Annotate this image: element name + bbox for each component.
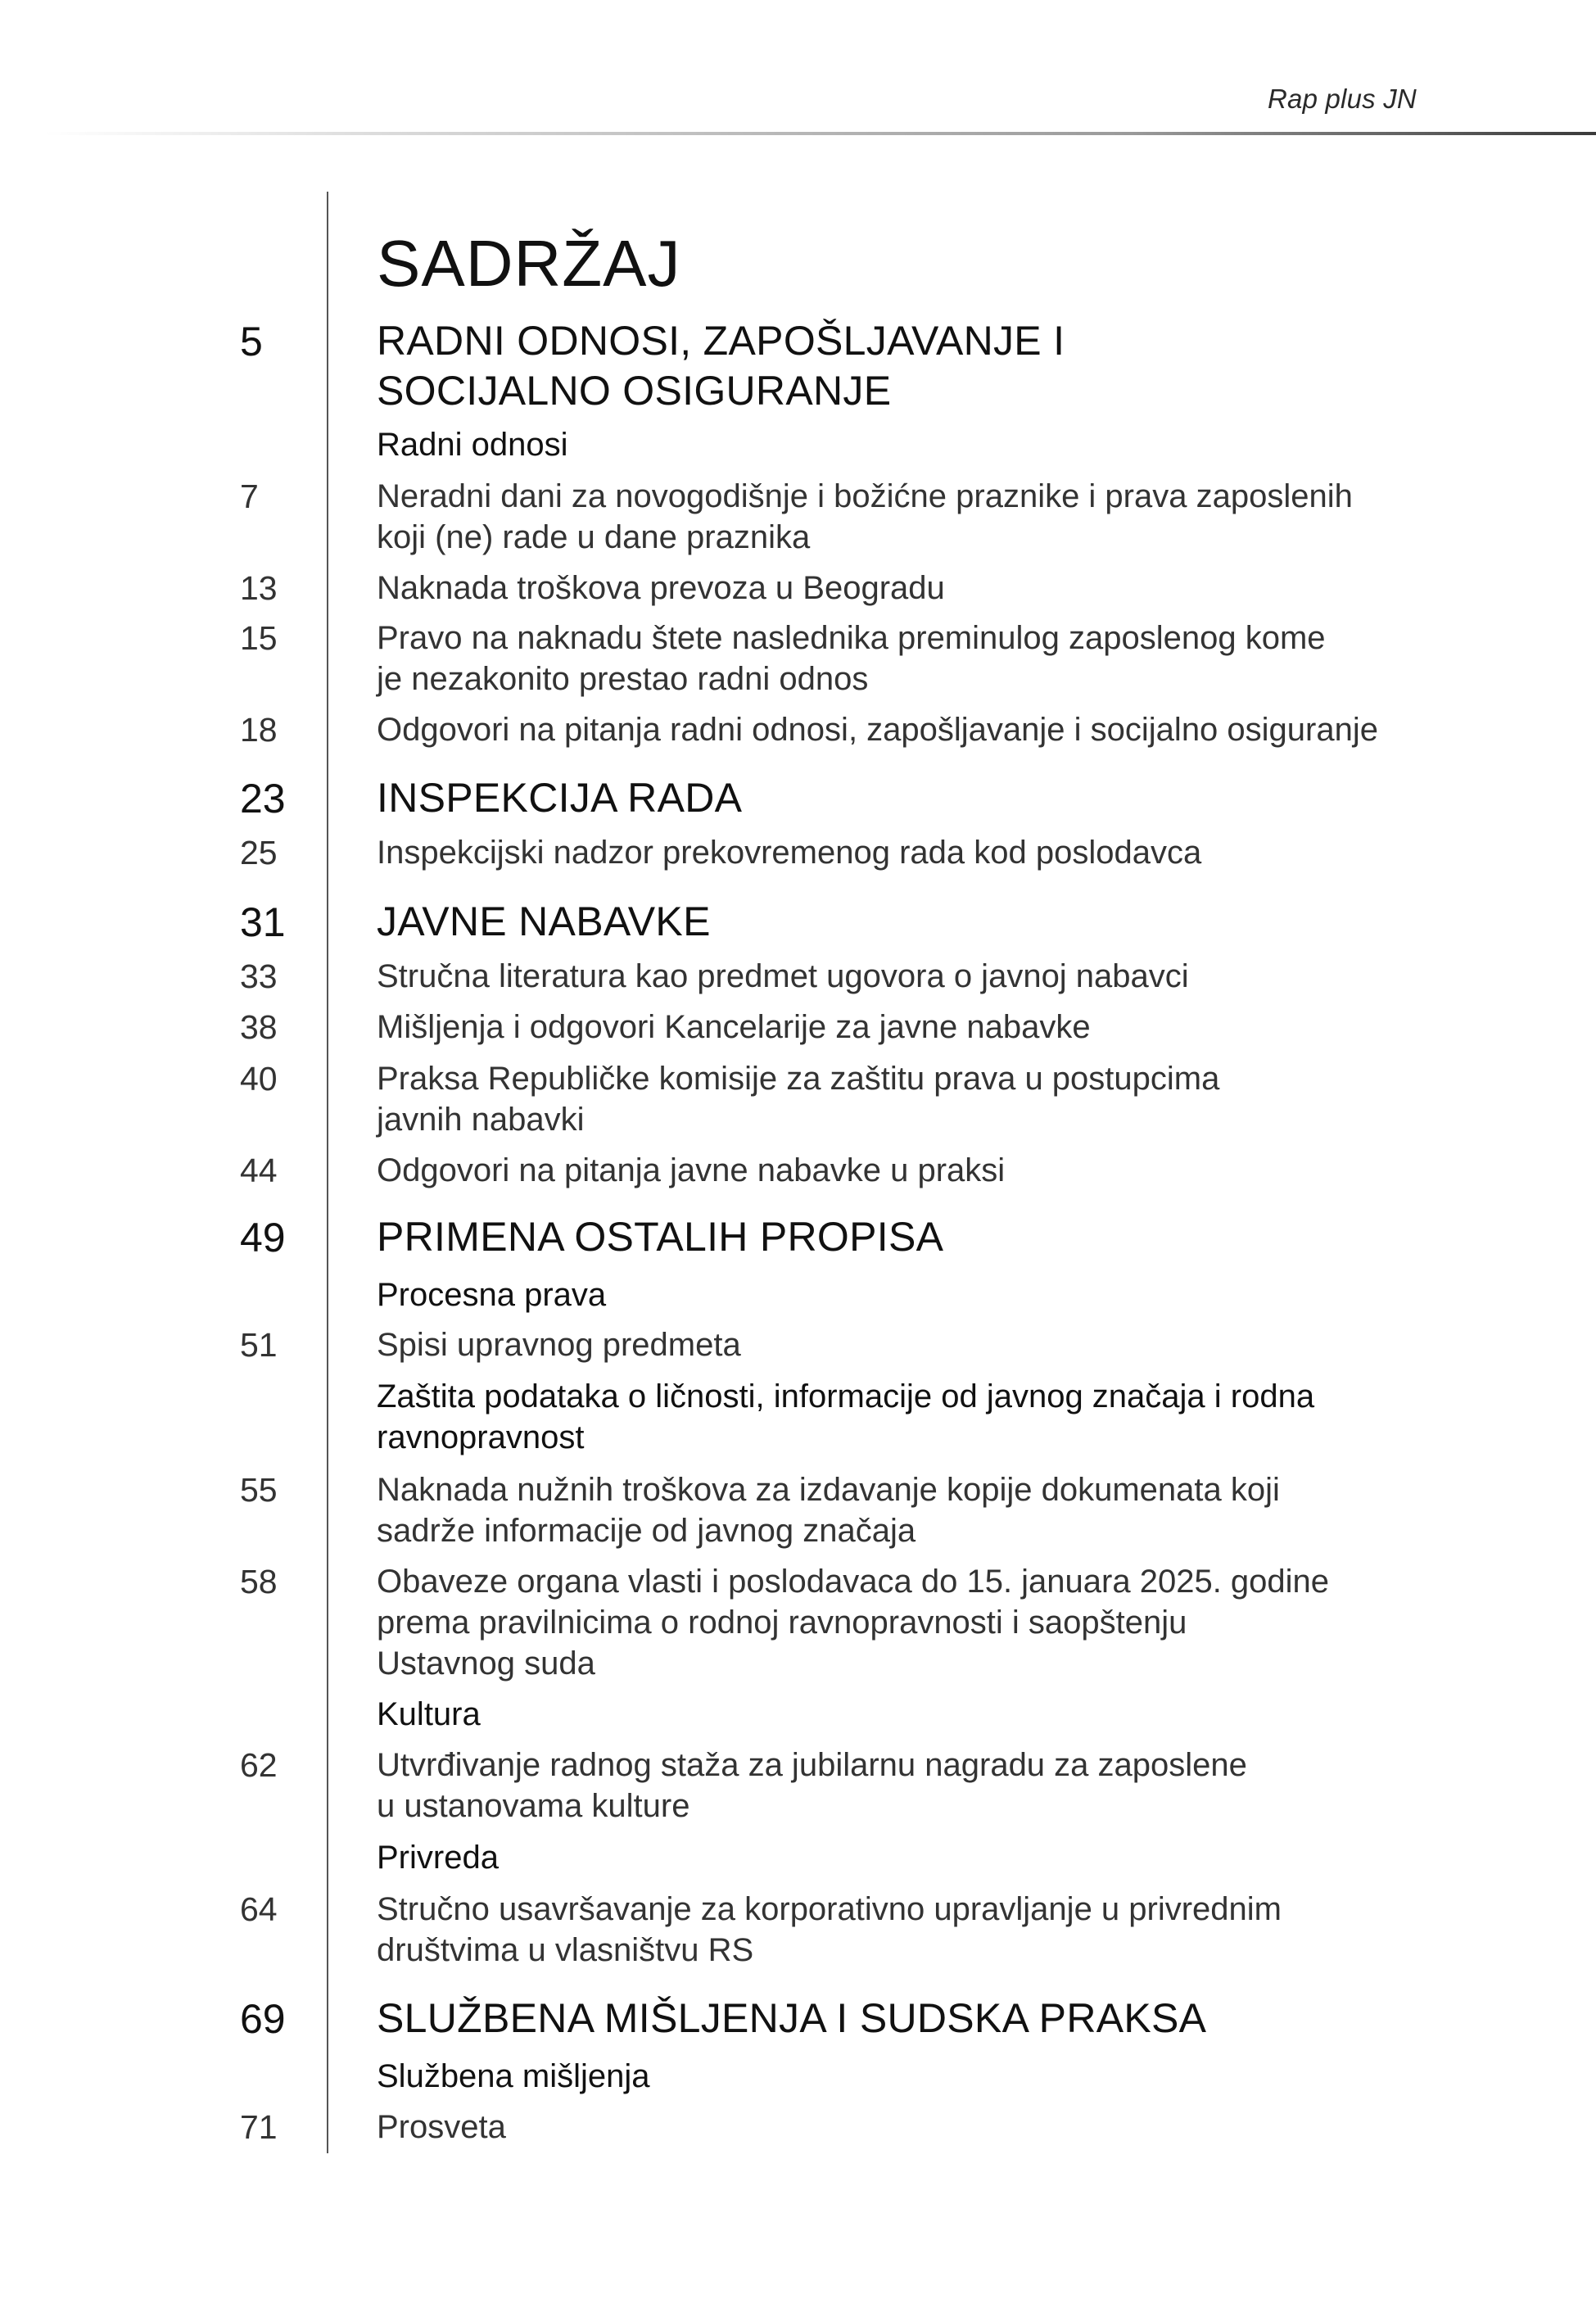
header-rule <box>45 132 1596 135</box>
title-line: sadrže informacije od javnog značaja <box>377 1513 916 1549</box>
page-number: 40 <box>240 1060 278 1098</box>
title-line: Stručno usavršavanje za korporativno upravljanje u privrednim <box>377 1891 1282 1927</box>
page-number: 38 <box>240 1008 278 1046</box>
page-title: SADRŽAJ <box>377 226 681 300</box>
title-line: Stručna literatura kao predmet ugovora o javnoj nabavci <box>377 958 1189 994</box>
title-line: Odgovori na pitanja radni odnosi, zapošljavanje i socijalno osiguranje <box>377 712 1378 748</box>
title-line: INSPEKCIJA RADA <box>377 775 743 821</box>
entry-title <box>377 1007 1458 1048</box>
title-line: JAVNE NABAVKE <box>377 898 711 944</box>
entry-title <box>377 1150 1458 1191</box>
section-title <box>377 1212 1458 1262</box>
entry-title <box>377 1561 1458 1684</box>
page-number: 15 <box>240 619 278 657</box>
page-number: 49 <box>240 1215 286 1261</box>
subheading-title <box>377 424 1458 465</box>
title-line: Službena mišljenja <box>377 2058 650 2094</box>
title-line: Utvrđivanje radnog staža za jubilarnu nagradu za zaposlene <box>377 1747 1247 1783</box>
title-line: u ustanovama kulture <box>377 1788 690 1824</box>
entry-title <box>377 956 1458 997</box>
title-line: PRIMENA OSTALIH PROPISA <box>377 1214 944 1260</box>
page-number: 44 <box>240 1152 278 1189</box>
title-line: koji (ne) rade u dane praznika <box>377 519 811 555</box>
title-line: Mišljenja i odgovori Kancelarije za javne nabavke <box>377 1009 1091 1045</box>
title-line: Obaveze organa vlasti i poslodavaca do 15. januara 2025. godine <box>377 1564 1330 1600</box>
title-line: Privreda <box>377 1840 499 1876</box>
entry-title <box>377 1058 1458 1140</box>
title-line: Radni odnosi <box>377 427 568 463</box>
section-title <box>377 316 1458 416</box>
entry-title <box>377 568 1458 609</box>
entry-title <box>377 709 1458 750</box>
title-line: SOCIJALNO OSIGURANJE <box>377 368 892 414</box>
section-title <box>377 897 1458 947</box>
title-line: je nezakonito prestao radni odnos <box>377 661 869 697</box>
title-line: Odgovori na pitanja javne nabavke u praksi <box>377 1152 1006 1188</box>
page-number: 18 <box>240 711 278 749</box>
subheading-title <box>377 1694 1458 1735</box>
title-line: RADNI ODNOSI, ZAPOŠLJAVANJE I <box>377 318 1065 364</box>
title-line: Neradni dani za novogodišnje i božićne praznike i prava zaposlenih <box>377 478 1353 514</box>
subheading-title <box>377 1376 1458 1458</box>
entry-title <box>377 1324 1458 1365</box>
title-line: društvima u vlasništvu RS <box>377 1932 754 1968</box>
running-head: Rap plus JN <box>1268 84 1417 114</box>
page-number: 31 <box>240 899 286 945</box>
title-line: Naknada troškova prevoza u Beogradu <box>377 570 945 606</box>
section-title <box>377 1994 1458 2044</box>
entry-title <box>377 476 1458 558</box>
title-line: prema pravilnicima o rodnoj ravnopravnosti i saopštenju <box>377 1605 1187 1641</box>
page-number: 13 <box>240 569 278 607</box>
entry-title <box>377 1889 1458 1971</box>
page-number: 69 <box>240 1996 286 2042</box>
title-line: Ustavnog suda <box>377 1645 595 1682</box>
title-line: Spisi upravnog predmeta <box>377 1327 741 1363</box>
page-number: 62 <box>240 1746 278 1784</box>
title-line: Kultura <box>377 1696 481 1732</box>
page-number: 55 <box>240 1471 278 1509</box>
subheading-title <box>377 2056 1458 2097</box>
page-number: 58 <box>240 1563 278 1600</box>
title-line: SLUŽBENA MIŠLJENJA I SUDSKA PRAKSA <box>377 1995 1207 2041</box>
title-line: Zaštita podataka o ličnosti, informacije od javnog značaja i rodna <box>377 1378 1315 1414</box>
page-number: 23 <box>240 776 286 822</box>
title-line: Inspekcijski nadzor prekovremenog rada kod poslodavca <box>377 835 1202 871</box>
page-number: 33 <box>240 957 278 995</box>
section-title <box>377 773 1458 823</box>
page-number: 64 <box>240 1890 278 1928</box>
title-line: javnih nabavki <box>377 1102 585 1138</box>
page-number: 51 <box>240 1326 278 1364</box>
toc-divider-line <box>327 192 328 2153</box>
entry-title <box>377 2107 1458 2148</box>
title-line: Prosveta <box>377 2109 506 2145</box>
page-number: 5 <box>240 319 263 364</box>
page-number: 25 <box>240 834 278 871</box>
page-number: 71 <box>240 2108 278 2146</box>
page-number: 7 <box>240 478 259 515</box>
subheading-title <box>377 1837 1458 1878</box>
title-line: Pravo na naknadu štete naslednika preminulog zaposlenog kome <box>377 620 1326 656</box>
title-line: Procesna prava <box>377 1277 607 1313</box>
entry-title <box>377 1469 1458 1551</box>
title-line: Praksa Republičke komisije za zaštitu prava u postupcima <box>377 1061 1220 1097</box>
entry-title <box>377 618 1458 699</box>
title-line: ravnopravnost <box>377 1419 585 1455</box>
title-line: Naknada nužnih troškova za izdavanje kopije dokumenata koji <box>377 1472 1280 1508</box>
entry-title <box>377 1745 1458 1826</box>
entry-title <box>377 832 1458 873</box>
subheading-title <box>377 1274 1458 1315</box>
